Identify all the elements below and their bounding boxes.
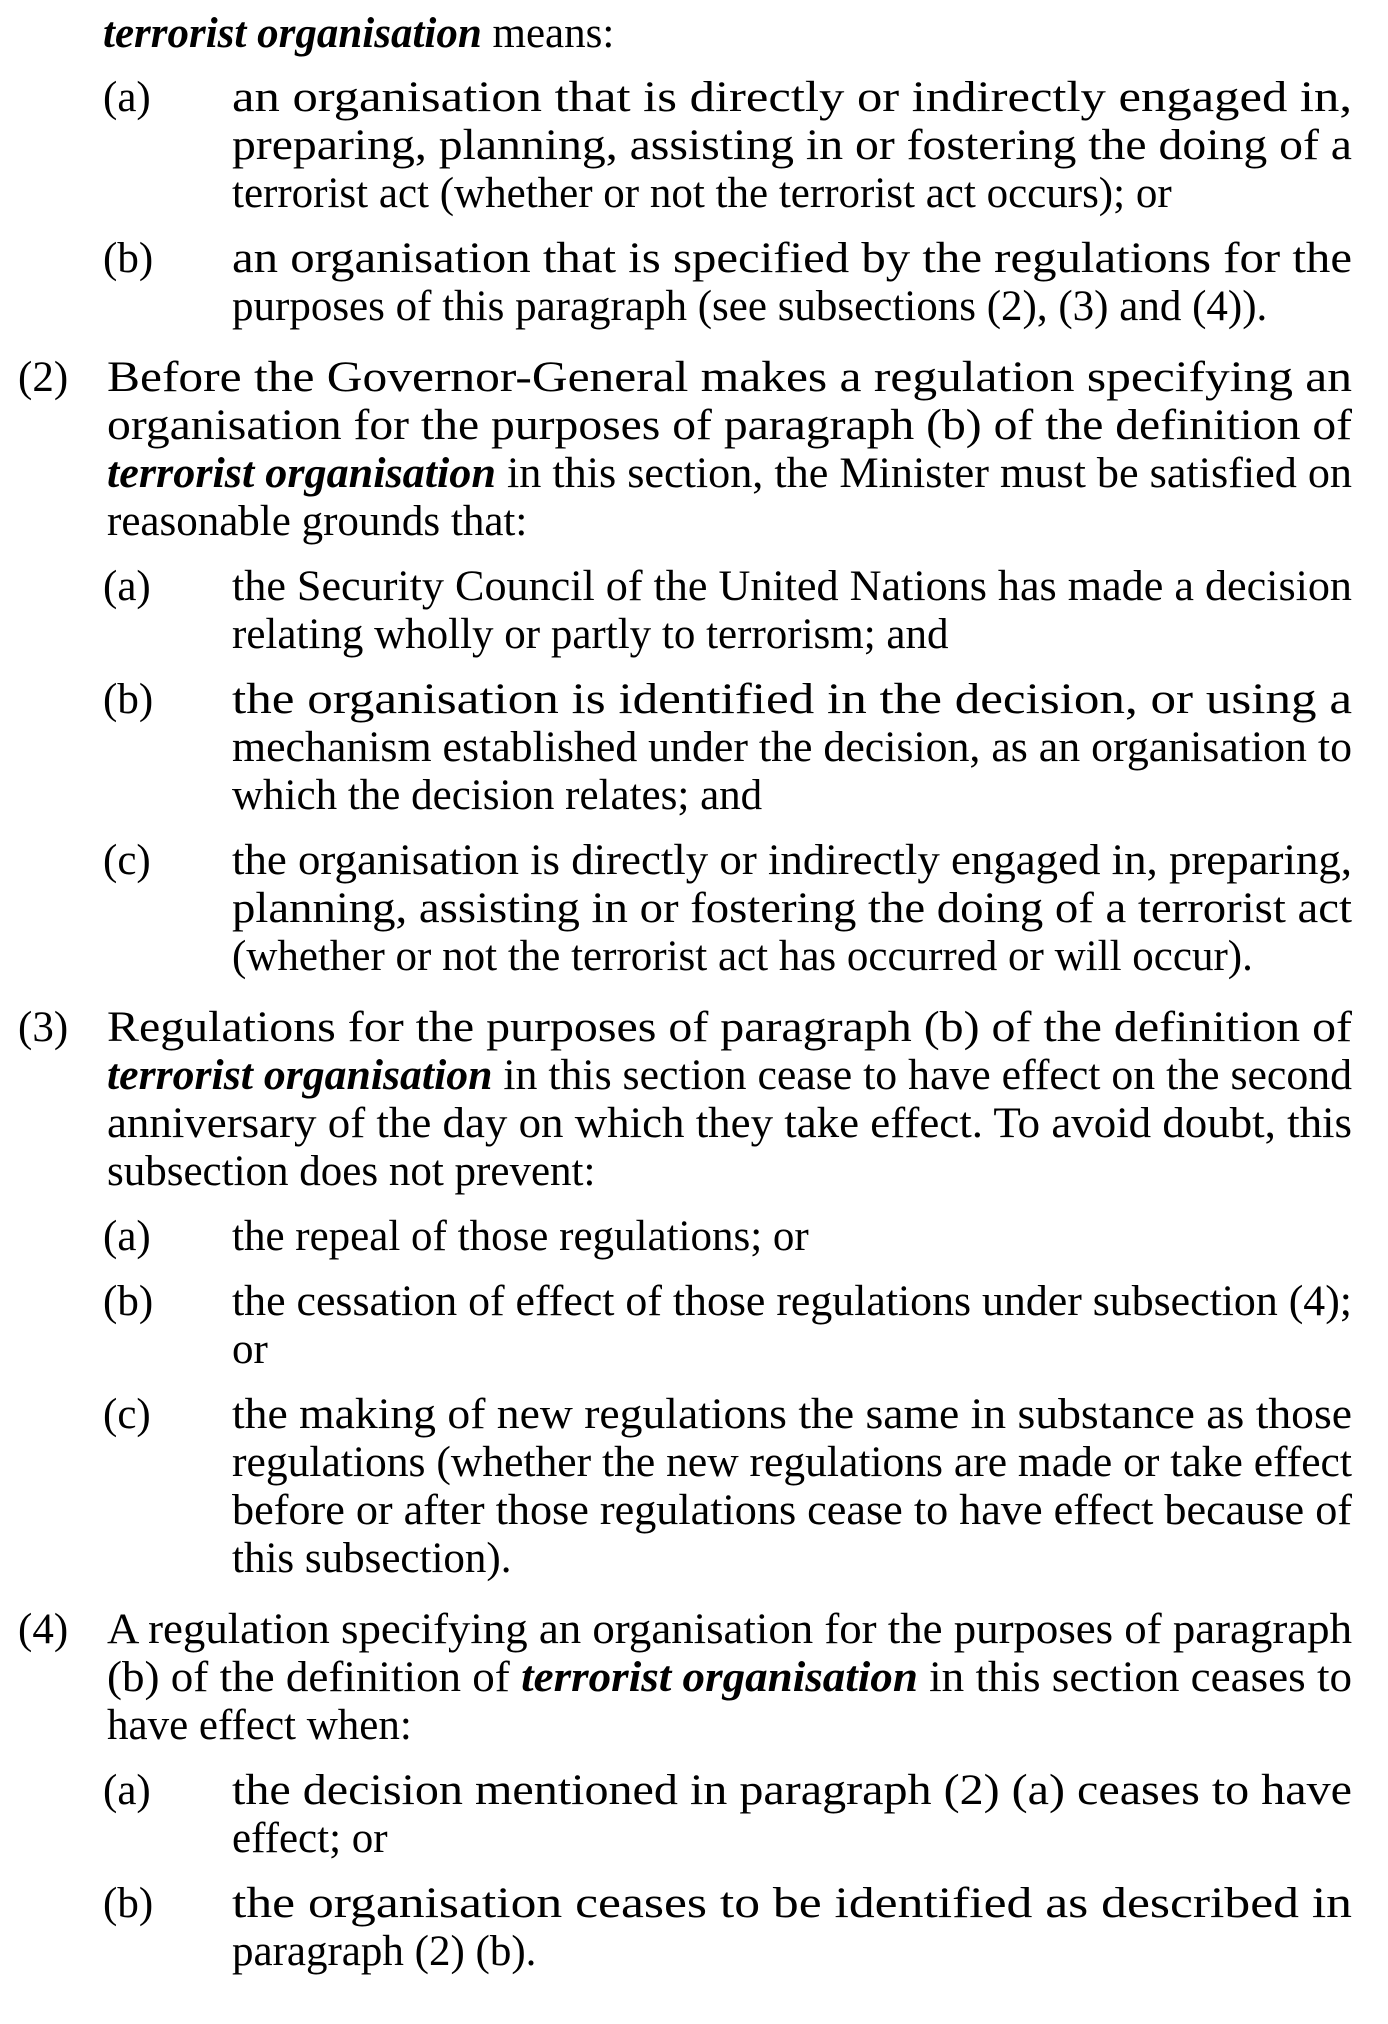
paragraph-line: the cessation of effect of those regulations under subsection (4); — [232, 1278, 1352, 1325]
paragraph-line: the Security Council of the United Nations has made a decision — [232, 563, 1352, 610]
paragraph-line: the repeal of those regulations; or — [232, 1213, 809, 1260]
subsection-line: A regulation specifying an organisation for the purposes of paragraph — [107, 1606, 1352, 1653]
paragraph-label: (a) — [103, 74, 151, 121]
paragraph-line: which the decision relates; and — [232, 772, 763, 819]
paragraph-label: (a) — [103, 563, 151, 610]
paragraph-line: before or after those regulations cease to have effect because of — [232, 1487, 1352, 1534]
paragraph-label: (b) — [103, 1278, 154, 1325]
subsection-line — [107, 1654, 1352, 1702]
paragraph-line: effect; or — [232, 1815, 388, 1862]
paragraph-line: terrorist act (whether or not the terrorist act occurs); or — [232, 170, 1172, 217]
paragraph-line: or — [232, 1326, 268, 1373]
defined-term: terrorist organisation — [107, 1052, 493, 1099]
paragraph-label: (b) — [103, 676, 154, 723]
paragraph-line: an organisation that is directly or indirectly engaged in, — [232, 74, 1352, 121]
subsection-label: (3) — [18, 1004, 69, 1051]
paragraph-line: an organisation that is specified by the regulations for the — [232, 235, 1352, 282]
subsection-line-text: in this section cease to have effect on the second — [492, 1052, 1352, 1099]
subsection-line: anniversary of the day on which they take effect. To avoid doubt, this — [107, 1100, 1353, 1147]
subsection-line: have effect when: — [107, 1702, 412, 1749]
definition-intro-text: means: — [492, 10, 615, 57]
paragraph-label: (b) — [103, 1880, 154, 1927]
subsection-label: (4) — [18, 1606, 69, 1653]
paragraph-line: the organisation is identified in the decision, or using a — [232, 676, 1352, 723]
subsection-line: reasonable grounds that: — [107, 498, 528, 545]
subsection-line-text: (b) of the definition of — [107, 1654, 522, 1701]
paragraph-line: mechanism established under the decision, as an organisation to — [232, 724, 1352, 771]
subsection-line-text: in this section ceases to — [917, 1654, 1353, 1701]
subsection-line: Before the Governor-General makes a regulation specifying an — [107, 354, 1352, 401]
subsection-line — [107, 1052, 1352, 1100]
defined-term: terrorist organisation — [107, 450, 496, 497]
subsection-line: subsection does not prevent: — [107, 1148, 596, 1195]
paragraph-label: (c) — [103, 1391, 151, 1438]
paragraph-line: (whether or not the terrorist act has occurred or will occur). — [232, 933, 1253, 980]
paragraph-line: relating wholly or partly to terrorism; and — [232, 611, 949, 658]
definition-intro — [103, 10, 614, 58]
subsection-line: Regulations for the purposes of paragraph (b) of the definition of — [107, 1004, 1352, 1051]
subsection-label: (2) — [18, 354, 69, 401]
paragraph-line: the decision mentioned in paragraph (2) (a) ceases to have — [232, 1767, 1352, 1814]
paragraph-line: preparing, planning, assisting in or fostering the doing of a — [232, 122, 1352, 169]
paragraph-line: planning, assisting in or fostering the doing of a terrorist act — [232, 885, 1352, 932]
subsection-line — [107, 450, 1352, 498]
subsection-line-text: in this section, the Minister must be satisfied on — [495, 450, 1352, 497]
paragraph-line: the making of new regulations the same in substance as those — [232, 1391, 1352, 1438]
paragraph-label: (a) — [103, 1767, 151, 1814]
paragraph-line: purposes of this paragraph (see subsections (2), (3) and (4)). — [232, 283, 1268, 330]
paragraph-label: (b) — [103, 235, 154, 282]
paragraph-label: (c) — [103, 837, 151, 884]
paragraph-line: paragraph (2) (b). — [232, 1928, 537, 1975]
paragraph-line: this subsection). — [232, 1535, 512, 1582]
paragraph-label: (a) — [103, 1213, 151, 1260]
subsection-line: organisation for the purposes of paragraph (b) of the definition of — [107, 402, 1352, 449]
defined-term: terrorist organisation — [103, 10, 482, 57]
paragraph-line: the organisation ceases to be identified as described in — [232, 1880, 1352, 1927]
defined-term: terrorist organisation — [521, 1654, 918, 1701]
paragraph-line: the organisation is directly or indirectly engaged in, preparing, — [232, 837, 1352, 884]
paragraph-line: regulations (whether the new regulations are made or take effect — [232, 1439, 1352, 1486]
